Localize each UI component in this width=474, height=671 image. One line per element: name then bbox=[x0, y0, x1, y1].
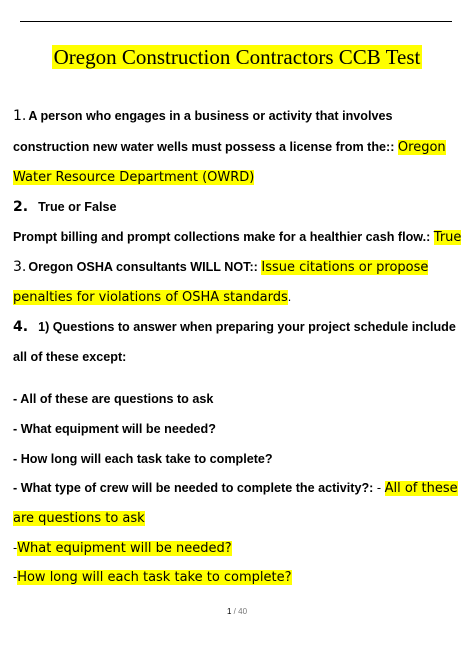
page-current: 1 bbox=[226, 607, 232, 616]
q2-answer: True bbox=[433, 230, 462, 245]
document-title bbox=[0, 42, 474, 72]
q1-text-line2: construction new water wells must possess a license from the:: bbox=[13, 140, 395, 154]
q3-line2 bbox=[13, 287, 466, 308]
q4-option-3 bbox=[13, 449, 466, 469]
q4-answer-line3-text: How long will each task take to complete? bbox=[17, 570, 292, 585]
q4-option-1 bbox=[13, 389, 466, 409]
q4-option-1-text: - All of these are questions to ask bbox=[13, 392, 214, 406]
q4-number: 4. bbox=[13, 319, 29, 335]
q4-line2 bbox=[13, 347, 466, 367]
q1-line3 bbox=[13, 167, 466, 188]
q4-answer-line2-text: What equipment will be needed? bbox=[17, 541, 232, 556]
page-number bbox=[0, 607, 474, 616]
q4-option-2 bbox=[13, 419, 466, 439]
q4-option-4-text: - What type of crew will be needed to complete the activity?: bbox=[13, 481, 374, 495]
q4-answer-line3-prefix: - bbox=[13, 570, 18, 584]
q2-label: True or False bbox=[38, 200, 117, 214]
q4-option-2-text: - What equipment will be needed? bbox=[13, 422, 216, 436]
q4-text-line1: 1) Questions to answer when preparing your project schedule include bbox=[38, 320, 456, 334]
q1-answer-part2: Water Resource Department (OWRD) bbox=[13, 170, 255, 185]
q1-answer-part1: Oregon bbox=[397, 140, 446, 155]
q3-number: 3. bbox=[13, 259, 27, 275]
q4-option-4 bbox=[13, 478, 466, 499]
q4-line1 bbox=[13, 317, 466, 337]
q2-header bbox=[13, 197, 466, 217]
q4-answer-line3 bbox=[13, 567, 466, 588]
q3-answer-part2: penalties for violations of OSHA standards bbox=[13, 290, 288, 305]
q2-line bbox=[13, 227, 466, 248]
top-rule bbox=[20, 21, 452, 22]
q2-number: 2. bbox=[13, 199, 29, 215]
page-total: / 40 bbox=[233, 607, 248, 616]
q4-answer-dash: - bbox=[373, 481, 385, 495]
q4-option-3-text: - How long will each task take to complete? bbox=[13, 452, 273, 466]
document-title-text: Oregon Construction Contractors CCB Test bbox=[53, 45, 421, 69]
q1-line1 bbox=[13, 106, 466, 126]
q2-text: Prompt billing and prompt collections make for a healthier cash flow.: bbox=[13, 230, 431, 244]
q4-answer-line2-prefix: - bbox=[13, 541, 18, 555]
q4-answer-part2: are questions to ask bbox=[13, 511, 145, 526]
q1-number: 1. bbox=[13, 108, 27, 124]
q3-text: Oregon OSHA consultants WILL NOT:: bbox=[28, 260, 258, 274]
q3-answer-part1: Issue citations or propose bbox=[261, 260, 429, 275]
q4-answer-part1: All of these bbox=[384, 481, 458, 496]
q4-text-line2: all of these except: bbox=[13, 350, 127, 364]
q4-answer-line2 bbox=[13, 538, 466, 559]
q3-period: . bbox=[287, 290, 292, 304]
q3-line1 bbox=[13, 257, 466, 278]
q1-text-line1: A person who engages in a business or activity that involves bbox=[28, 109, 393, 123]
q4-answer-line1 bbox=[13, 508, 466, 529]
q1-line2 bbox=[13, 137, 466, 158]
